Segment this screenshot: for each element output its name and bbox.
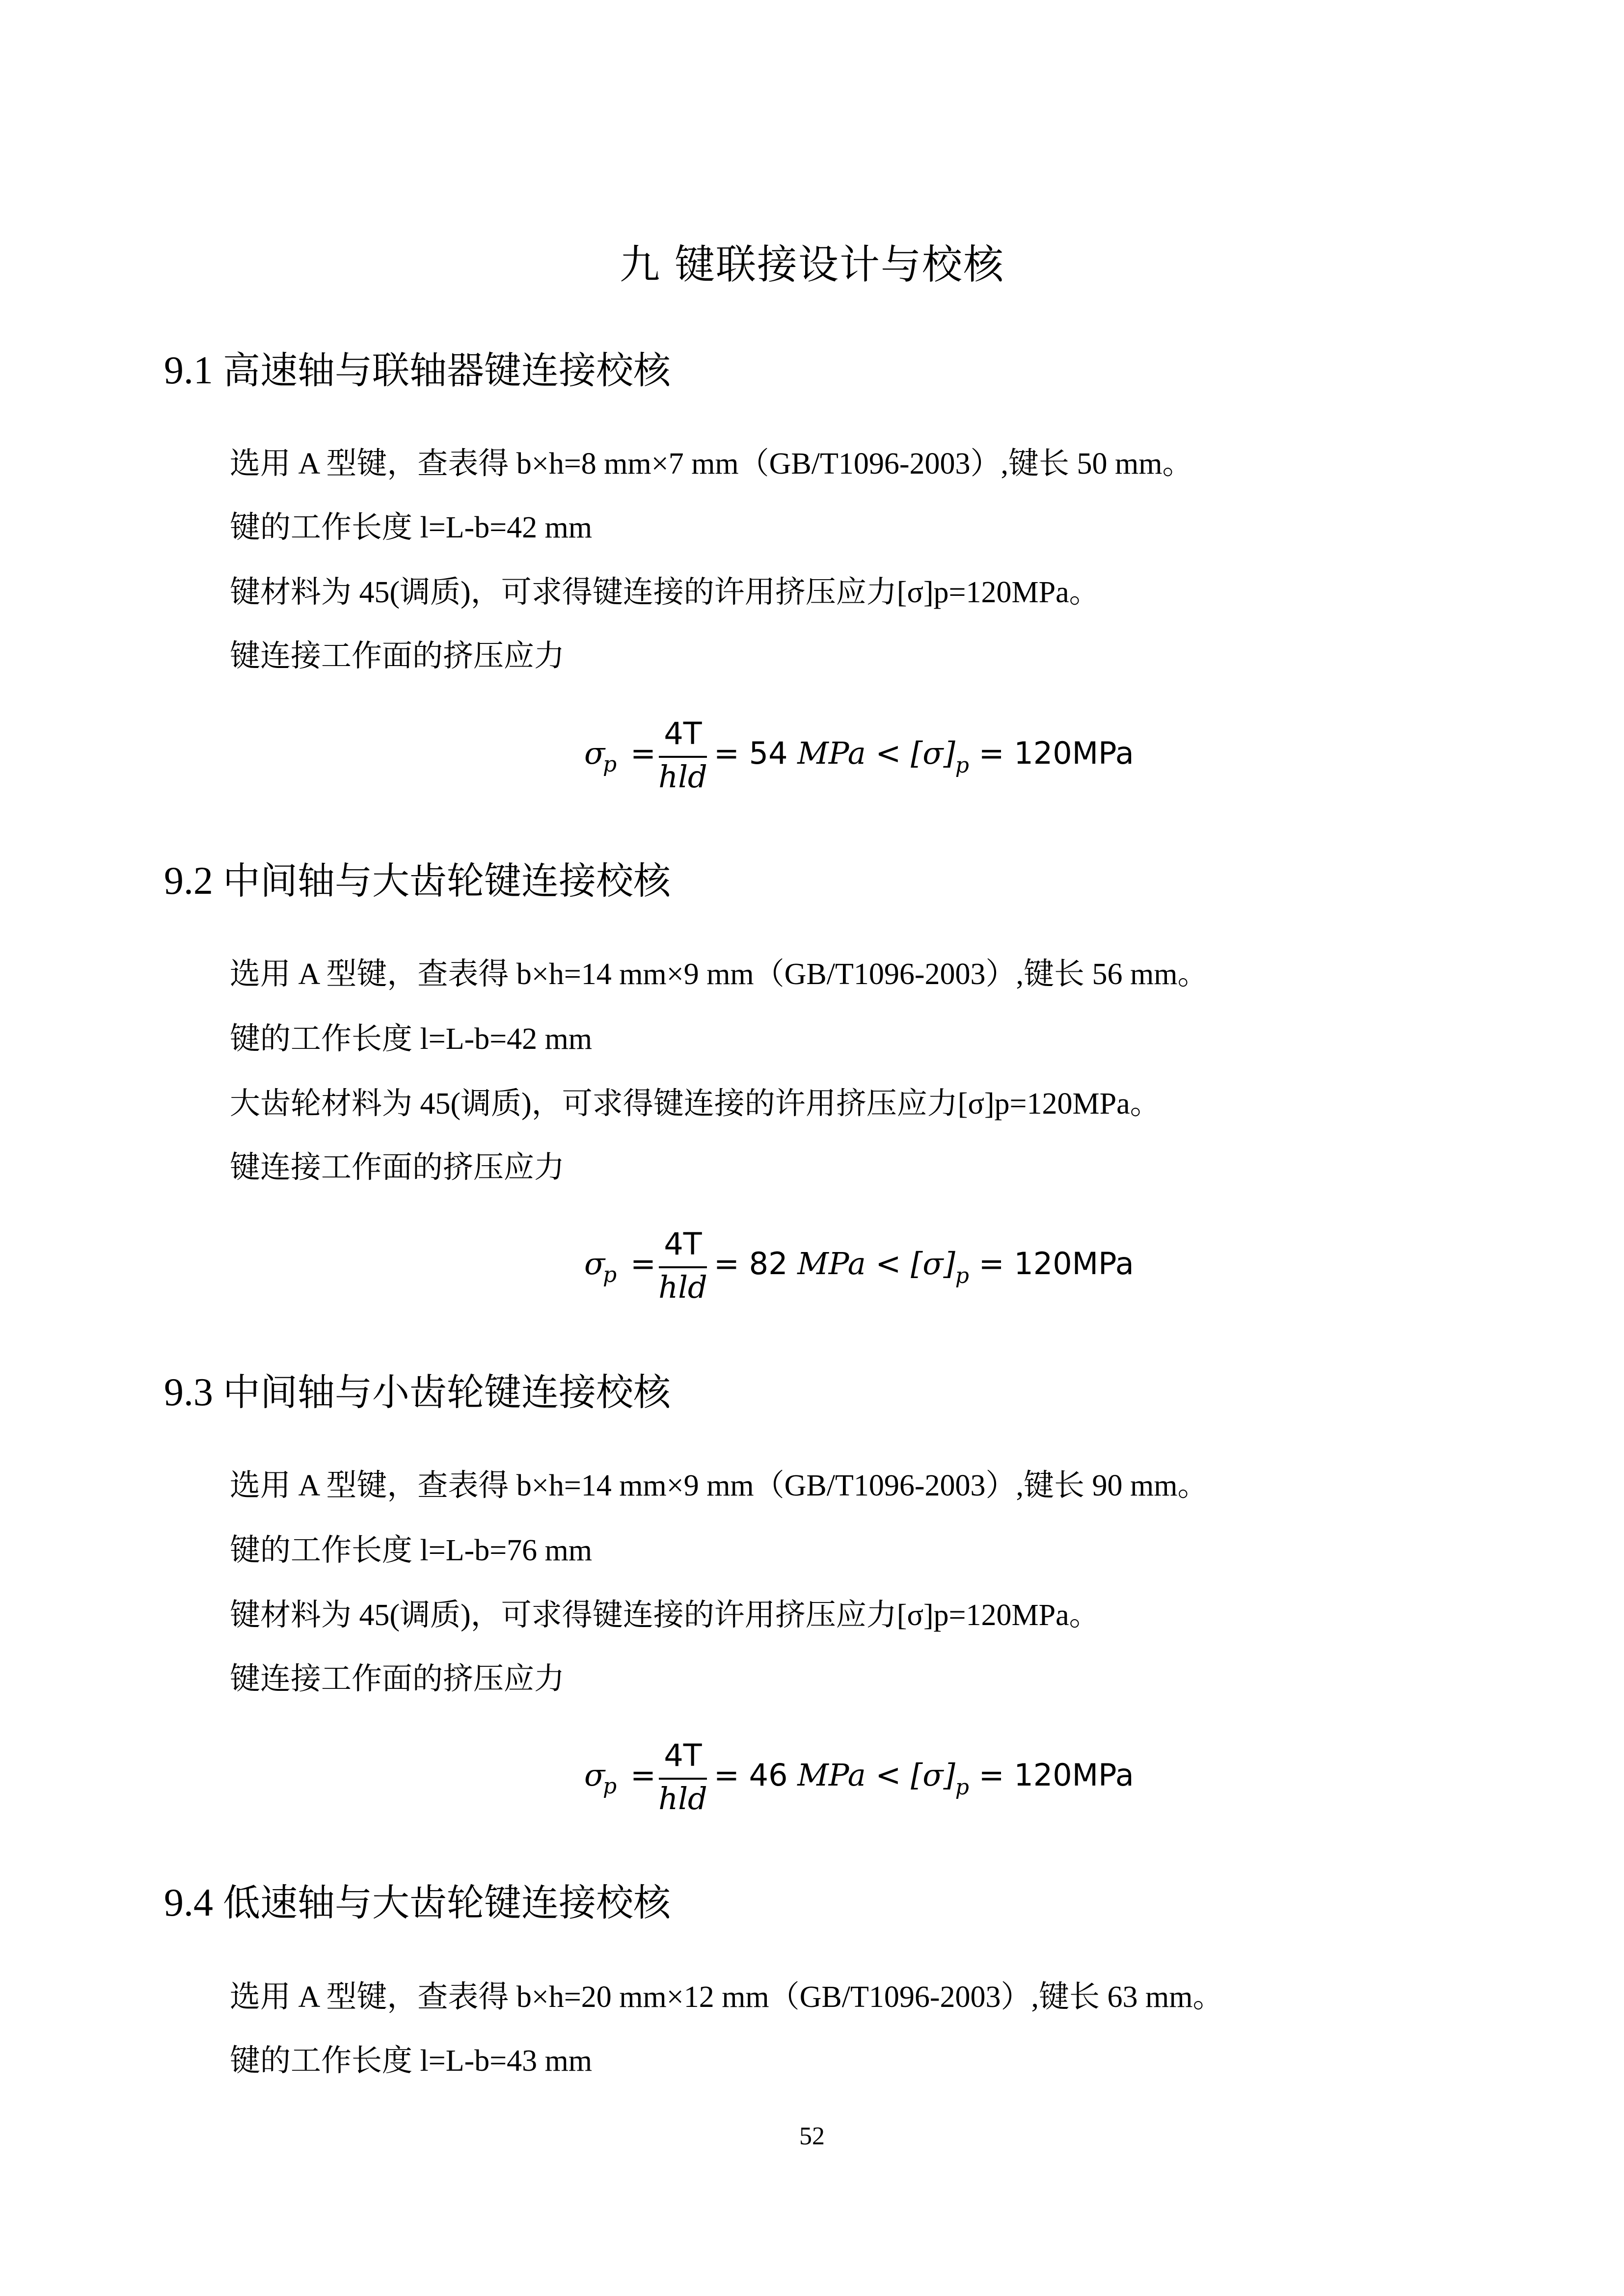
chapter-title: 九 键联接设计与校核 bbox=[619, 241, 1005, 288]
fraction-bar bbox=[659, 1266, 707, 1268]
formula-numerator: 4T bbox=[664, 1226, 702, 1262]
formula-numerator: 4T bbox=[664, 1737, 702, 1773]
paragraph-line: 键的工作长度 l=L-b=76 mm bbox=[230, 1534, 593, 1567]
section-title: 低速轴与大齿轮键连接校核 bbox=[223, 1881, 671, 1924]
formula-result-value: 54 bbox=[749, 735, 788, 771]
formula-limit-subscript: p bbox=[955, 753, 969, 778]
stress-formula bbox=[584, 1729, 1173, 1827]
paragraph-line: 选用 A 型键，查表得 b×h=8 mm×7 mm（GB/T1096-2003）,键长 50 mm。 bbox=[230, 447, 1193, 481]
formula-denominator: hld bbox=[658, 1269, 707, 1305]
formula-limit-symbol: [σ] bbox=[911, 1246, 955, 1281]
paragraph-line: 键材料为 45(调质)，可求得键连接的许用挤压应力[σ]p=120MPa。 bbox=[230, 576, 1100, 609]
paragraph-line: 键的工作长度 l=L-b=43 mm bbox=[230, 2044, 593, 2078]
section-title: 高速轴与联轴器键连接校核 bbox=[223, 348, 671, 392]
formula-limit-subscript: p bbox=[955, 1263, 969, 1288]
formula-result: = 54 MPa < $[\sigma]_p = 120MPa$ bbox=[714, 735, 1134, 778]
formula-limit-value: 120MPa bbox=[1014, 735, 1134, 771]
paragraph-line: 键的工作长度 l=L-b=42 mm bbox=[230, 1022, 593, 1056]
formula-numerator: 4T bbox=[664, 716, 702, 751]
section-number: 9.3 bbox=[164, 1371, 213, 1414]
formula-lhs-subscript: p bbox=[603, 752, 617, 777]
formula-fraction bbox=[656, 707, 710, 805]
section-title: 中间轴与小齿轮键连接校核 bbox=[223, 1370, 671, 1414]
formula-limit-subscript: p bbox=[955, 1775, 969, 1800]
formula-fraction bbox=[656, 1729, 710, 1827]
fraction-bar bbox=[659, 1778, 707, 1780]
formula-denominator: hld bbox=[658, 759, 707, 795]
formula-lhs-symbol: σ bbox=[584, 735, 605, 771]
paragraph-line: 选用 A 型键，查表得 b×h=14 mm×9 mm（GB/T1096-2003）,键长 56 mm。 bbox=[230, 958, 1208, 991]
stress-formula bbox=[584, 1217, 1173, 1315]
paragraph-line: 选用 A 型键，查表得 b×h=20 mm×12 mm（GB/T1096-2003）,键长 63 mm。 bbox=[230, 1980, 1223, 2014]
fraction-bar bbox=[659, 756, 707, 758]
formula-unit: MPa bbox=[797, 1246, 866, 1281]
section-number: 9.1 bbox=[164, 349, 213, 392]
formula-equals: = bbox=[630, 1757, 656, 1793]
formula-lhs-symbol: σ bbox=[584, 1246, 605, 1281]
section-heading-9-1 bbox=[164, 344, 671, 398]
formula-limit-symbol: [σ] bbox=[911, 1757, 955, 1793]
paragraph-line: 键连接工作面的挤压应力 bbox=[230, 640, 565, 673]
formula-result-value: 46 bbox=[749, 1757, 788, 1793]
formula-result: = 82 MPa < $[\sigma]_p = 120MPa$ bbox=[714, 1246, 1134, 1288]
section-heading-9-2 bbox=[164, 854, 671, 908]
formula-result: = 46 MPa < $[\sigma]_p = 120MPa$ bbox=[714, 1757, 1134, 1800]
paragraph-line: 选用 A 型键，查表得 b×h=14 mm×9 mm（GB/T1096-2003）,键长 90 mm。 bbox=[230, 1469, 1208, 1502]
formula-lhs-subscript: p bbox=[603, 1262, 617, 1287]
paragraph-line: 键材料为 45(调质)，可求得键连接的许用挤压应力[σ]p=120MPa。 bbox=[230, 1599, 1100, 1632]
section-heading-9-3 bbox=[164, 1365, 671, 1419]
formula-limit-value: 120MPa bbox=[1014, 1246, 1134, 1281]
page-number: 52 bbox=[799, 2122, 825, 2150]
formula-compare: < bbox=[875, 1757, 901, 1793]
formula-fraction bbox=[656, 1217, 710, 1315]
formula-lhs-symbol: σ bbox=[584, 1757, 605, 1793]
formula-compare: < bbox=[875, 1246, 901, 1281]
section-heading-9-4 bbox=[164, 1876, 671, 1930]
section-title: 中间轴与大齿轮键连接校核 bbox=[223, 859, 671, 903]
paragraph-line: 大齿轮材料为 45(调质)，可求得键连接的许用挤压应力[σ]p=120MPa。 bbox=[230, 1087, 1161, 1121]
formula-denominator: hld bbox=[658, 1781, 707, 1816]
section-number: 9.4 bbox=[164, 1881, 213, 1924]
formula-equals: = bbox=[630, 735, 656, 771]
formula-compare: < bbox=[875, 735, 901, 771]
paragraph-line: 键连接工作面的挤压应力 bbox=[230, 1151, 565, 1184]
formula-result-value: 82 bbox=[749, 1246, 788, 1281]
paragraph-line: 键连接工作面的挤压应力 bbox=[230, 1662, 565, 1696]
formula-lhs-subscript: p bbox=[603, 1774, 617, 1799]
section-number: 9.2 bbox=[164, 859, 213, 903]
paragraph-line: 键的工作长度 l=L-b=42 mm bbox=[230, 511, 593, 544]
formula-unit: MPa bbox=[797, 735, 866, 771]
formula-unit: MPa bbox=[797, 1757, 866, 1793]
formula-limit-value: 120MPa bbox=[1014, 1757, 1134, 1793]
stress-formula bbox=[584, 707, 1173, 805]
formula-limit-symbol: [σ] bbox=[911, 735, 955, 771]
formula-equals: = bbox=[630, 1246, 656, 1281]
